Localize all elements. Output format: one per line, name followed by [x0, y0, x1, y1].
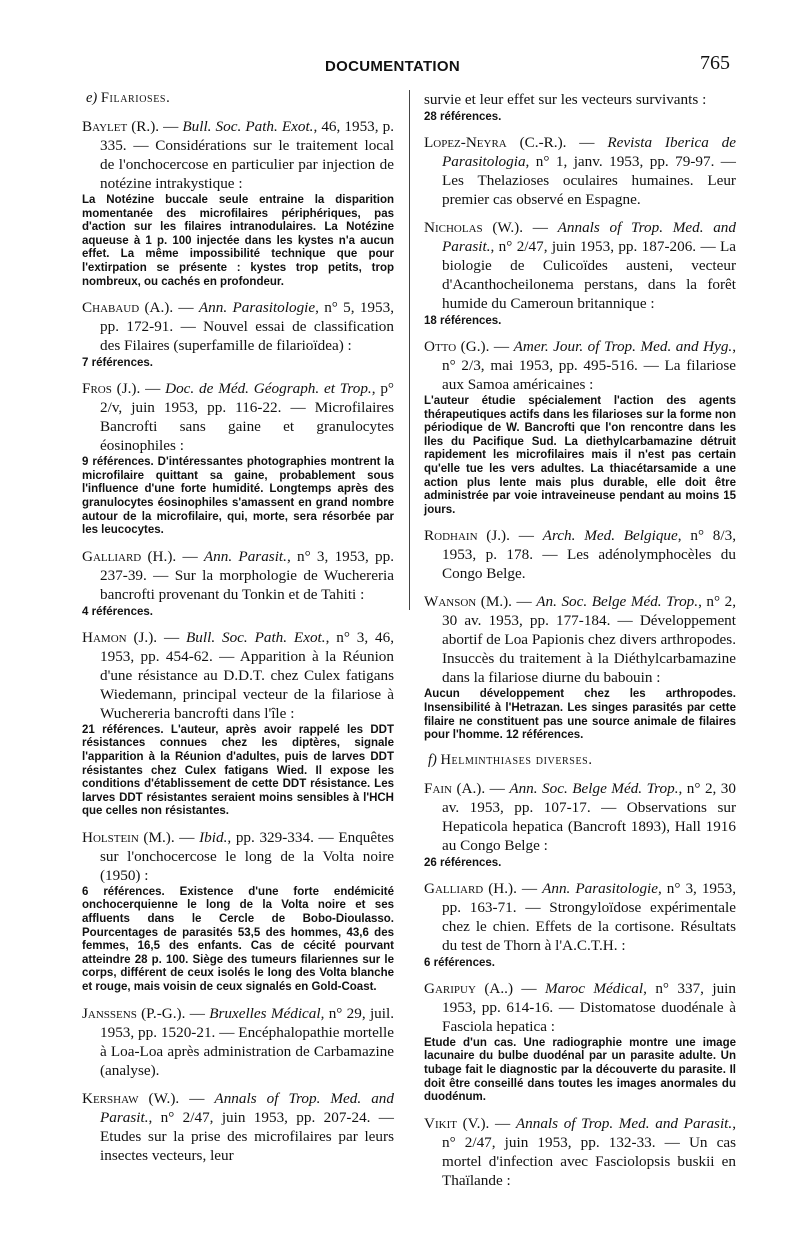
reference-citation: Otto (G.). — Amer. Jour. of Trop. Med. and Hyg., n° 2/3, mai 1953, pp. 495-516. — La filariose aux Samoa américaines : — [424, 338, 737, 393]
continuation-text: survie et leur effet sur les vecteurs survivants : — [424, 91, 707, 108]
reference-count: 28 références. — [424, 111, 502, 123]
author: Chabaud (A.). — [82, 299, 174, 317]
section-label: f) — [428, 751, 437, 768]
section-heading-f — [424, 752, 736, 769]
reference-citation: Lopez-Neyra (C.-R.). — Revista Iberica de Parasitologia, n° 1, janv. 1953, pp. 79-97. — Les Thelazioses oculaires humaines. Leur premier cas observé en Espagne. — [424, 134, 736, 208]
author: Wanson (M.). — [424, 593, 512, 611]
author: Janssens (P.-G.). — [82, 1004, 186, 1022]
journal-title: Annals of Trop. Med. and Parasit. — [515, 1114, 733, 1132]
reference-citation: Vikit (V.). — Annals of Trop. Med. and Parasit., n° 2/47, juin 1953, pp. 132-33. — Un cas mortel d'infection avec Fasciolopsis buskii en Thaïlande : — [424, 1114, 736, 1189]
citation-text: , n° 3, 1953, pp. 163-71. — Strongyloïdose expérimentale chez le chien. Effets de la cortisone. Résultats du test de Thorn à l'A.C.T.H. : — [442, 879, 737, 954]
author: Galliard (H.). — [82, 547, 177, 565]
citation-text: , pp. 329-334. — Enquêtes sur l'onchocercose le long de la Volta noire (1950) : — [100, 828, 395, 884]
citation-text: , n° 5, 1953, pp. 172-91. — Nouvel essai de classification des Filaires (superfamille de filarioïdea) : — [100, 299, 395, 355]
citation-text: , n° 2/47, juin 1953, pp. 187-206. — La biologie de Culicoïdes austeni, vecteur d'Acanthocheilonema perstans, dans la forêt humide du Cameroun britannique : — [442, 238, 736, 312]
bibliography-entry — [82, 547, 394, 619]
running-title: DOCUMENTATION — [325, 58, 460, 75]
reference-count: 18 références. — [424, 315, 502, 327]
journal-title: Ann. Parasitologie — [542, 879, 659, 897]
author: Fain (A.). — [424, 779, 486, 797]
citation-text: , n° 8/3, 1953, p. 178. — Les adénolymphocèles du Congo Belge. — [442, 527, 736, 583]
reference-count: 6 références. — [424, 956, 495, 969]
author: Otto (G.). — [424, 338, 490, 355]
citation-text: , p° 2/v, juin 1953, pp. 116-22. — Microfilaires Bancrofti sans gaine et granulocytes éosinophiles : — [100, 380, 395, 455]
reference-citation: Hamon (J.). — Bull. Soc. Path. Exot., n° 3, 46, 1953, pp. 454-62. — Apparition à la Réunion d'une résistance au D.D.T. chez Culex fatigans Wiedemann, principal vecteur de la filariose à Wuchereria bancrofti dans l'île : — [82, 628, 395, 722]
journal-title: Ann. Parasit. — [203, 547, 287, 565]
journal-title: Revista Iberica de Parasitologia — [442, 134, 736, 170]
bibliography-entry — [82, 1004, 394, 1080]
reference-count: 26 références. — [424, 856, 502, 869]
reference-citation: Garipuy (A..) — Maroc Médical, n° 337, juin 1953, pp. 614-16. — Distomatose duodénale à Fasciola hepatica : — [424, 979, 736, 1035]
citation-text: , n° 2/47, juin 1953, pp. 132-33. — Un cas mortel d'infection avec Fasciolopsis buskii en Thaïlande : — [442, 1114, 736, 1189]
journal-title: Annals of Trop. Med. and Parasit. — [100, 1089, 394, 1126]
abstract: 9 références. D'intéressantes photographies montrent la microfilaire quittant sa gaine, probablement sous l'influence d'une forte humidité. Longtemps après des granulocytes éosinophiles s'amassent en grand nombre autour de la microfilaire, qui, morte, sera résorbée par les leucocytes. — [82, 456, 394, 537]
bibliography-entry — [424, 979, 736, 1105]
reference-citation: Rodhain (J.). — Arch. Med. Belgique, n° 8/3, 1953, p. 178. — Les adénolymphocèles du Congo Belge. — [424, 527, 736, 583]
author: Baylet (R.). — [82, 118, 160, 135]
reference-count: 7 références. — [82, 357, 153, 370]
bibliography-entry — [424, 879, 736, 970]
reference-citation: Fros (J.). — Doc. de Méd. Géograph. et Trop., p° 2/v, juin 1953, pp. 116-22. — Microfilaires Bancrofti sans gaine et granulocytes éosinophiles : — [82, 380, 395, 455]
journal-title: Bruxelles Médical — [209, 1004, 321, 1022]
bibliography-entry — [82, 379, 394, 538]
reference-citation: Chabaud (A.). — Ann. Parasitologie, n° 5, 1953, pp. 172-91. — Nouvel essai de classification des Filaires (superfamille de filarioïdea) : — [82, 299, 395, 355]
abstract: Etude d'un cas. Une radiographie montre une image lacunaire du bulbe duodénal par un parasite adulte. Un tubage fait le diagnostic par la découverte du parasite. Il doit être conseillé dans toutes les images anormales du duodénum. — [424, 1036, 736, 1104]
left-entries — [82, 117, 394, 1165]
bibliography-entry — [424, 218, 736, 328]
section-heading-e — [82, 90, 394, 107]
citation-text: , n° 2/47, juin 1953, pp. 207-24. — Etudes sur la prise des microfilaires par leurs insectes vecteurs, leur — [100, 1108, 394, 1164]
bibliography-entry — [82, 628, 394, 819]
author: Vikit (V.). — [424, 1114, 490, 1132]
right-entries-f — [424, 779, 736, 1190]
bibliography-entry — [424, 1114, 736, 1190]
journal-title: Amer. Jour. of Trop. Med. and Hyg. — [513, 338, 733, 355]
citation-text: , n° 3, 1953, pp. 237-39. — Sur la morphologie de Wuchereria bancrofti provenant du Tonkin et de Tahiti : — [100, 547, 395, 603]
journal-title: Doc. de Méd. Géograph. et Trop. — [165, 380, 372, 398]
bibliography-entry — [424, 779, 736, 870]
citation-text: , n° 3, 46, 1953, pp. 454-62. — Apparition à la Réunion d'une résistance au D.D.T. chez Culex fatigans Wiedemann, principal vecteur de la filariose à Wuchereria bancrofti dans l'île : — [100, 628, 395, 722]
bibliography-entry — [82, 828, 394, 995]
author: Nicholas (W.). — [424, 219, 523, 236]
reference-citation: Janssens (P.-G.). — Bruxelles Médical, n° 29, juil. 1953, pp. 1520-21. — Encéphalopathie mortelle à Loa-Loa après administration de Carbamazine (analyse). — [82, 1004, 394, 1079]
bibliography-entry — [82, 298, 394, 370]
bibliography-entry — [82, 1089, 394, 1165]
page-number: 765 — [700, 52, 730, 74]
reference-citation: Galliard (H.). — Ann. Parasitologie, n° 3, 1953, pp. 163-71. — Strongyloïdose expérimentale chez le chien. Effets de la cortisone. Résultats du test de Thorn à l'A.C.T.H. : — [424, 879, 737, 954]
citation-text: , n° 2/3, mai 1953, pp. 495-516. — La filariose aux Samoa américaines : — [442, 338, 737, 393]
page-header — [0, 52, 800, 82]
journal-title: An. Soc. Belge Méd. Trop. — [536, 593, 699, 611]
reference-citation: Kershaw (W.). — Annals of Trop. Med. and Parasit., n° 2/47, juin 1953, pp. 207-24. — Etudes sur la prise des microfilaires par leurs insectes vecteurs, leur — [82, 1089, 394, 1164]
reference-citation: Galliard (H.). — Ann. Parasit., n° 3, 1953, pp. 237-39. — Sur la morphologie de Wuchereria bancrofti provenant du Tonkin et de Tahiti : — [82, 547, 395, 603]
journal-title: Arch. Med. Belgique — [542, 527, 678, 545]
journal-title: Bull. Soc. Path. Exot. — [186, 628, 326, 646]
citation-text: , n° 2, 30 av. 1953, pp. 177-184. — Développement abortif de Loa Papionis chez divers arthropodes. Insuccès du traitement à la Diéthylcarbamazine dans la filariose diurne du babouin : — [442, 593, 737, 687]
abstract: L'auteur étudie spécialement l'action des agents thérapeutiques actifs dans les filarioses sur la forme non périodique de W. Bancrofti que l'on rencontre dans les Iles du Pacifique Sud. La diethylcarbamazine détruit rapidement les microfilaires mais il n'est pas certain qu'elle tue les vers adultes. La thiacétarsamide a une action plus lente mais plus durable, elle doit être administrée par voie intraveineuse pendant au moins 15 jours. — [424, 395, 736, 516]
journal-title: Annals of Trop. Med. and Parasit. — [442, 219, 736, 255]
right-entries — [424, 133, 736, 743]
author: Galliard (H.). — [424, 879, 517, 897]
bibliography-entry — [82, 117, 394, 289]
reference-citation: Nicholas (W.). — Annals of Trop. Med. and Parasit., n° 2/47, juin 1953, pp. 187-206. — La biologie de Culicoïdes austeni, vecteur d'Acanthocheilonema perstans, dans la forêt humide du Cameroun britannique : — [424, 219, 736, 312]
citation-text: , n° 337, juin 1953, pp. 614-16. — Distomatose duodénale à Fasciola hepatica : — [442, 979, 736, 1035]
citation-text: , n° 29, juil. 1953, pp. 1520-21. — Encéphalopathie mortelle à Loa-Loa après administration de Carbamazine (analyse). — [100, 1004, 394, 1079]
citation-text: , 46, 1953, p. 335. — Considérations sur le traitement local de l'onchocercose en particulier par injection de notézine intrakystique : — [100, 118, 394, 192]
author: Rodhain (J.). — [424, 527, 510, 545]
author: Garipuy (A..) — [424, 979, 514, 997]
reference-citation: Baylet (R.). — Bull. Soc. Path. Exot., 46, 1953, p. 335. — Considérations sur le traitement local de l'onchocercose en particulier par injection de notézine intrakystique : — [82, 118, 394, 192]
author: Hamon (J.). — [82, 628, 158, 646]
abstract: Aucun développement chez les arthropodes. Insensibilité à l'Hetrazan. Les singes parasités par cette filaire ne constituent pas une source animale de filaires pour l'homme. 12 références. — [424, 688, 736, 742]
bibliography-entry — [424, 592, 736, 742]
bibliography-entry — [424, 133, 736, 209]
section-label: e) — [86, 90, 98, 106]
citation-text: , n° 2, 30 av. 1953, pp. 107-17. — Observations sur Hepaticola hepatica (Bancroft 1893), Hall 1916 au Congo Belge : — [442, 779, 736, 854]
right-column — [424, 90, 736, 1199]
author: Fros (J.). — [82, 380, 141, 398]
journal-title: Bull. Soc. Path. Exot. — [182, 118, 314, 135]
reference-citation: Wanson (M.). — An. Soc. Belge Méd. Trop., n° 2, 30 av. 1953, pp. 177-184. — Développement abortif de Loa Papionis chez divers arthropodes. Insuccès du traitement à la Diéthylcarbamazine dans la filariose diurne du babouin : — [424, 593, 737, 687]
bibliography-entry — [424, 526, 736, 583]
author: Holstein (M.). — [82, 828, 175, 846]
author: Lopez-Neyra (C.-R.). — [424, 134, 567, 151]
reference-citation: Fain (A.). — Ann. Soc. Belge Méd. Trop., n° 2, 30 av. 1953, pp. 107-17. — Observations sur Hepaticola hepatica (Bancroft 1893), Hall 1916 au Congo Belge : — [424, 779, 736, 854]
left-column — [82, 90, 394, 1174]
citation-text: , n° 1, janv. 1953, pp. 79-97. — Les Thelazioses oculaires humaines. Leur premier cas observé en Espagne. — [442, 153, 736, 208]
reference-citation: Holstein (M.). — Ibid., pp. 329-334. — Enquêtes sur l'onchocercose le long de la Volta noire (1950) : — [82, 828, 395, 884]
section-title: Filarioses. — [100, 90, 171, 106]
abstract: 6 références. Existence d'une forte endémicité onchocerquienne le long de la Volta noire et ses affluents dans le Cercle de Bobo-Dioulasso. Pourcentages de parasités 53,5 des hommes, 43,6 des femmes, 16,5 des enfants. Cas de cécité pourvant atteindre 28 p. 100. Siège des tumeurs filariennes sur le corps, différent de ceux isolés le long des Volta blanche et rouge, mais voisin de ceux signalés en Gold-Coast. — [82, 885, 394, 994]
abstract: La Notézine buccale seule entraine la disparition momentanée des microfilaires périphériques, pas d'action sur les filaires intranodulaires. La Notézine aqueuse à 1 p. 100 injectée dans les kystes n'a aucun effet. La même impossibilité technique que pour l'extirpation se présente : kystes trop petits, trop nombreux, ou cachés en profondeur. — [82, 194, 394, 288]
journal-title: Maroc Médical — [545, 979, 644, 997]
section-title: Helminthiases diverses. — [440, 751, 593, 768]
continuation-entry — [424, 90, 736, 124]
journal-title: Ann. Soc. Belge Méd. Trop. — [509, 779, 679, 797]
column-divider — [409, 90, 410, 610]
journal-title: Ibid. — [199, 828, 228, 846]
abstract: 21 références. L'auteur, après avoir rappelé les DDT résistances connues chez les diptères, signale l'apparition à la Réunion d'adultes, puis de larves DDT résistantes chez Culex fatigans Wied. Il expose les conditions d'établissement de cette DDT résistance. Les larves DDT résistantes seraient moins sensibles à l'HCH que celles non résistantes. — [82, 723, 394, 818]
journal-title: Ann. Parasitologie — [198, 299, 316, 317]
reference-count: 4 références. — [82, 605, 153, 618]
author: Kershaw (W.). — [82, 1089, 180, 1107]
bibliography-entry — [424, 337, 736, 517]
